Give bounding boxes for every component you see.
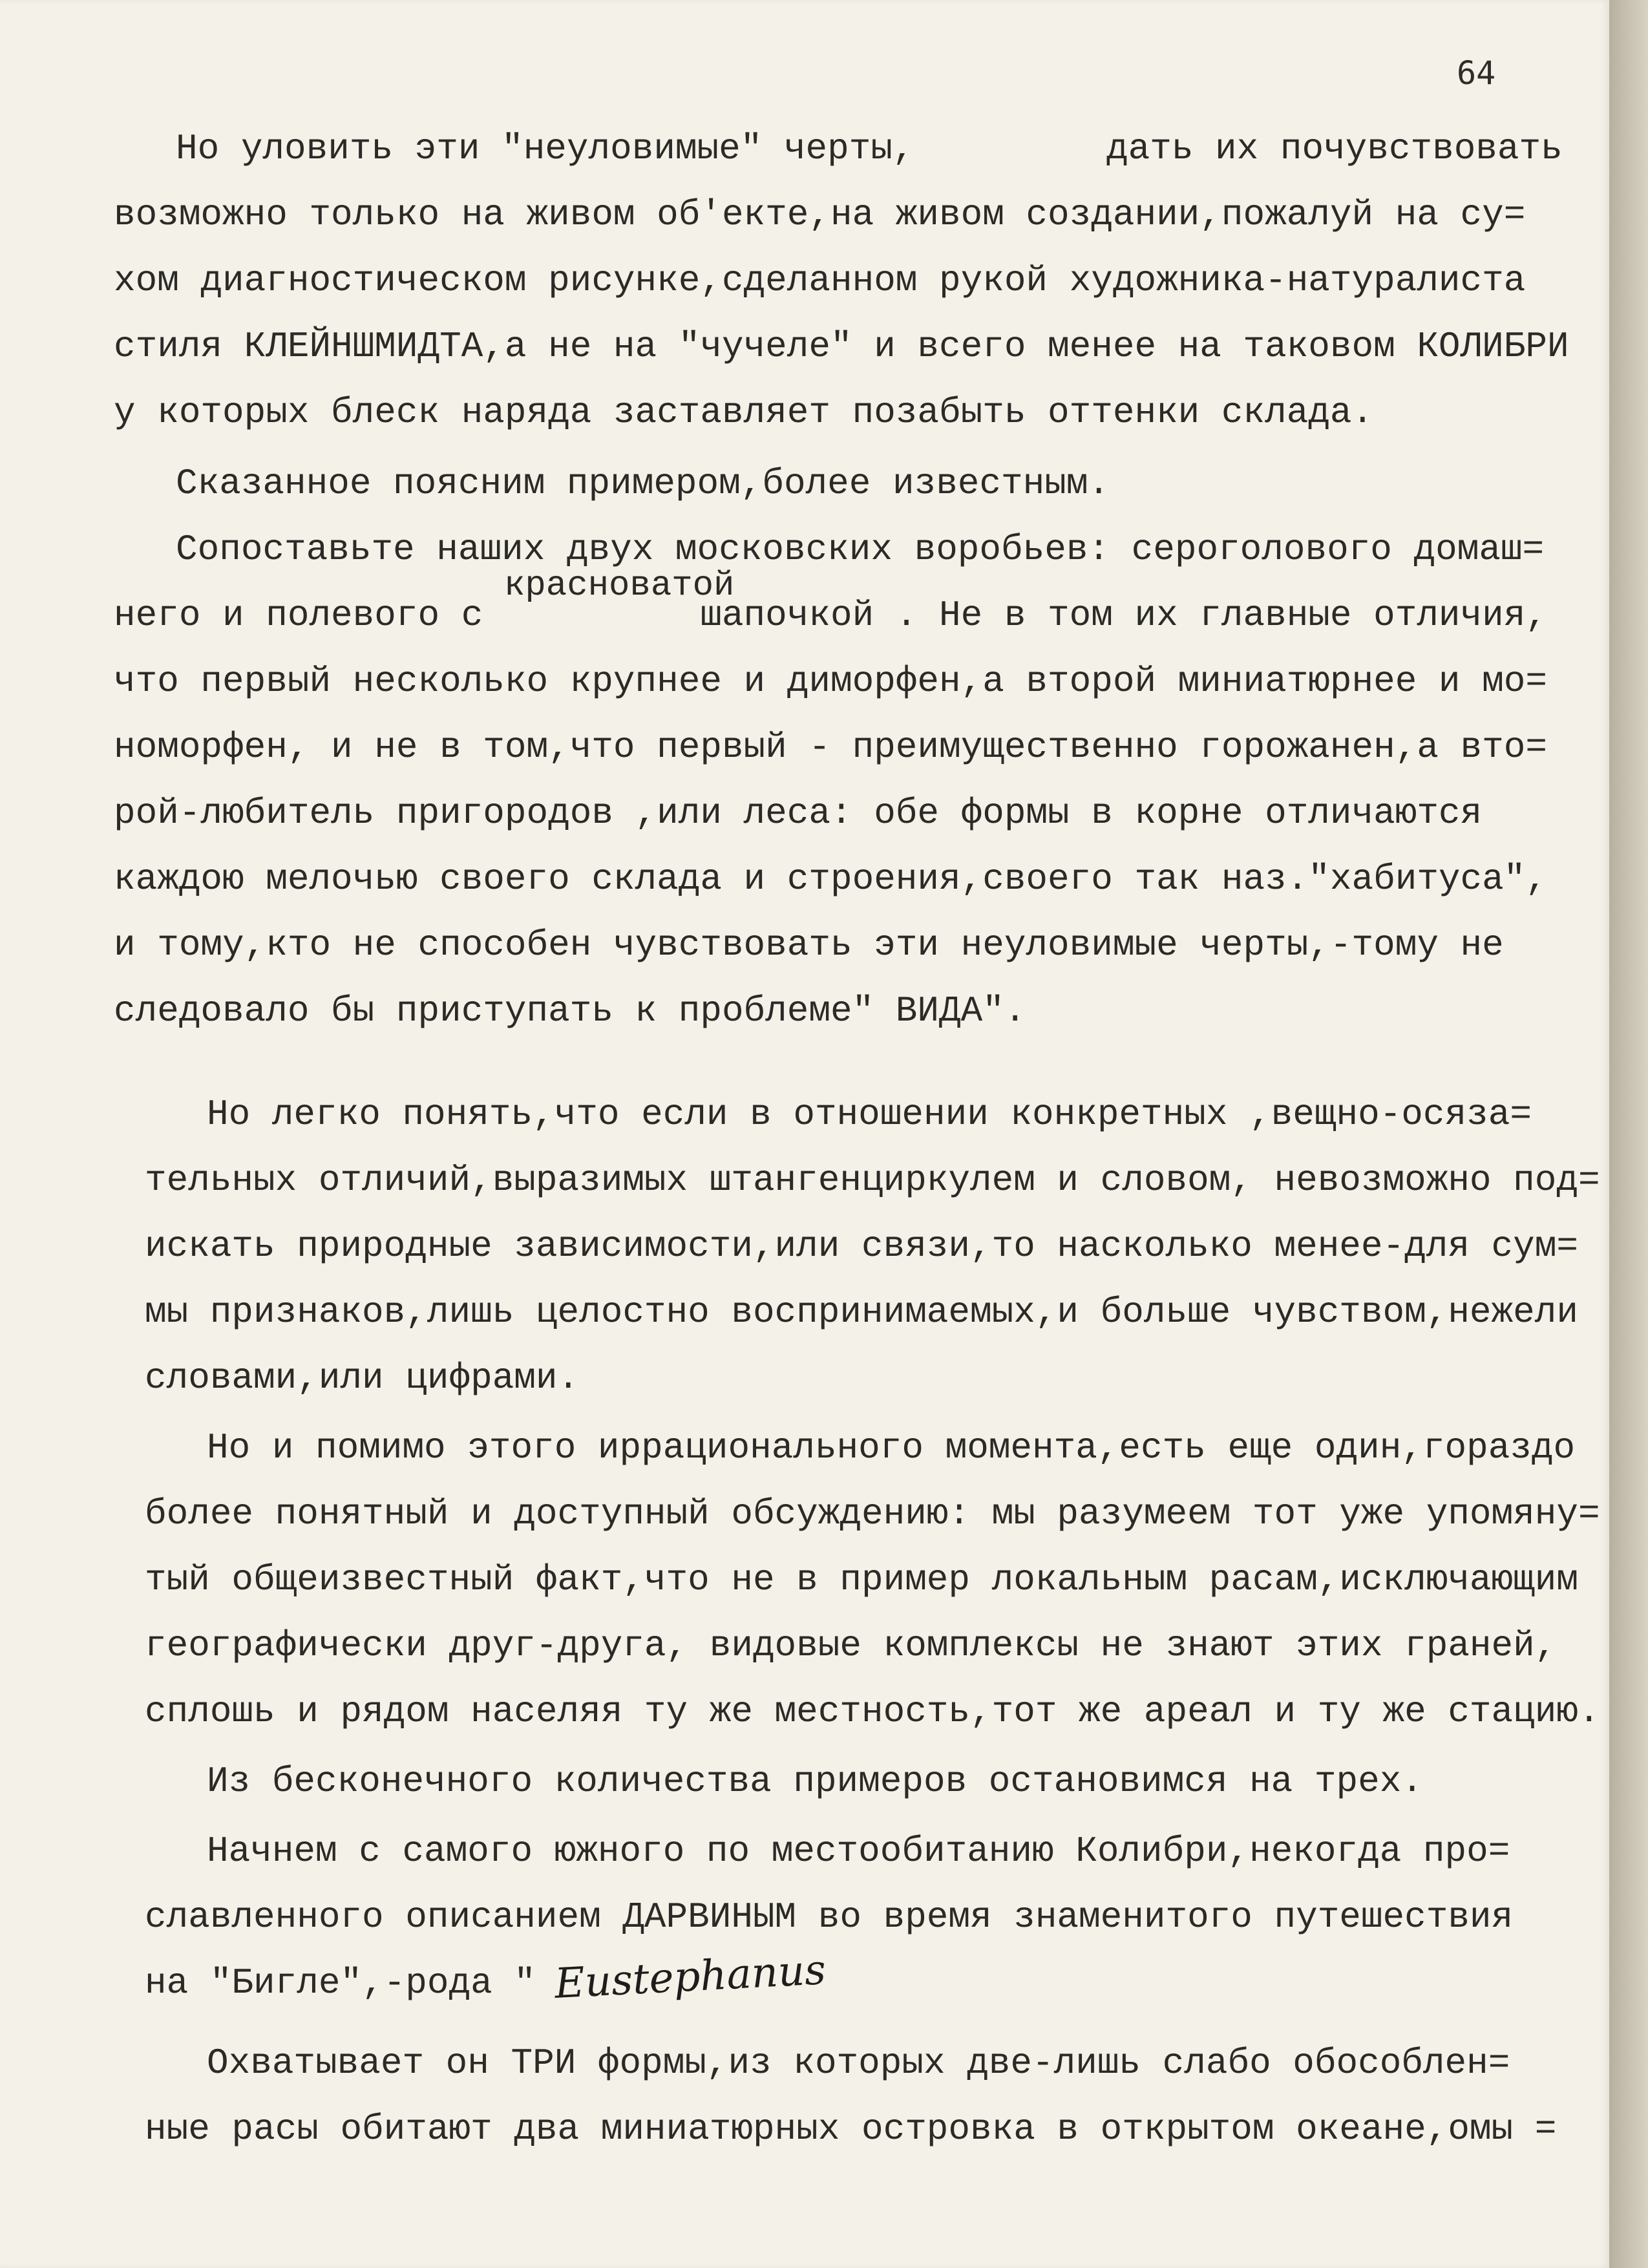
text-line: номорфен, и не в том,что первый - преимущественно горожанен,а вто= bbox=[114, 726, 1547, 768]
text-line: ные расы обитают два миниатюрных островка в открытом океане,омы = bbox=[145, 2108, 1557, 2150]
text-line: рой-любитель пригородов ,или леса: обе формы в корне отличаются bbox=[114, 792, 1483, 834]
text-line: славленного описанием ДАРВИНЫМ во время знаменитого путешествия bbox=[145, 1896, 1514, 1938]
text-line: и тому,кто не способен чувствовать эти неуловимые черты,-тому не bbox=[114, 924, 1504, 966]
text-line: словами,или цифрами. bbox=[145, 1357, 580, 1399]
text-line: следовало бы приступать к проблеме" ВИДА". bbox=[114, 990, 1026, 1032]
text-line: каждою мелочью своего склада и строения,своего так наз."хабитуса", bbox=[114, 858, 1547, 900]
text-line: стиля КЛЕЙНШМИДТА,а не на "чучеле" и всего менее на таковом КОЛИБРИ bbox=[114, 326, 1569, 367]
text-line: тый общеизвестный факт,что не в пример локальным расам,исключающим bbox=[145, 1559, 1578, 1600]
text-line: Охватывает он ТРИ формы,из которых две-лишь слабо обособлен= bbox=[207, 2042, 1510, 2084]
text-line: сплошь и рядом населяя ту же местность,тот же ареал и ту же стацию. bbox=[145, 1691, 1600, 1732]
text-line: искать природные зависимости,или связи,то насколько менее-для сум= bbox=[145, 1225, 1578, 1267]
background-edge bbox=[1609, 0, 1648, 2268]
text-line: на "Бигле",-рода " bbox=[145, 1962, 536, 2004]
text-line: Начнем с самого южного по местообитанию Колибри,некогда про= bbox=[207, 1830, 1510, 1872]
typed-insertion: красноватой bbox=[504, 566, 735, 606]
text-line: хом диагностическом рисунке,сделанном рукой художника-натуралиста bbox=[114, 260, 1526, 301]
text-line: Сказанное поясним примером,более известным. bbox=[176, 463, 1110, 504]
text-line: него и полевого с шапочкой . Не в том их главные отличия, bbox=[114, 595, 1547, 636]
text-line: мы признаков,лишь целостно воспринимаемых,и больше чувством,нежели bbox=[145, 1291, 1578, 1333]
text-line: у которых блеск наряда заставляет позабыть оттенки склада. bbox=[114, 392, 1374, 433]
text-line: географически друг-друга, видовые комплексы не знают этих граней, bbox=[145, 1625, 1557, 1666]
text-line: возможно только на живом об'екте,на живом создании,пожалуй на су= bbox=[114, 194, 1526, 235]
text-line-continuation: дать их почувствовать bbox=[1106, 128, 1563, 169]
text-line: Из бесконечного количества примеров остановимся на трех. bbox=[207, 1761, 1423, 1802]
text-line: Но и помимо этого иррационального момента,есть еще один,гораздо bbox=[207, 1427, 1576, 1468]
text-line: Но легко понять,что если в отношении конкретных ,вещно-осяза= bbox=[207, 1094, 1532, 1135]
text-line: Сопоставьте наших двух московских воробьев: сероголового домаш= bbox=[176, 529, 1545, 570]
text-line: более понятный и доступный обсуждению: мы разумеем тот уже упомяну= bbox=[145, 1493, 1600, 1534]
text-line: что первый несколько крупнее и диморфен,а второй миниатюрнее и мо= bbox=[114, 661, 1547, 702]
handwritten-genus-name: Eustephanus bbox=[553, 1946, 827, 2008]
text-line: тельных отличий,выразимых штангенциркулем и словом, невозможно под= bbox=[145, 1160, 1600, 1201]
text-line: Но уловить эти "неуловимые" черты, bbox=[176, 128, 914, 169]
page-number: 64 bbox=[1457, 54, 1496, 92]
